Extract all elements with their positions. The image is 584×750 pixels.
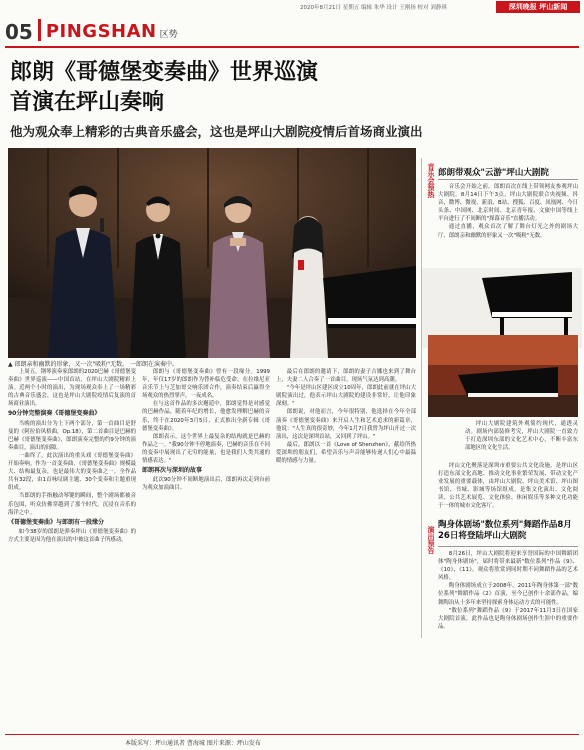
article-paragraph: 在与这首作品的多次邂逅中，郎朗觉得是对感觉的巴赫作品，随着年纪的增长，他愈发理解巴赫的音乐，终于在2020年3月5日，正式推出全新专辑《哥德堡变奏曲》。 [142,401,270,432]
article-column-2 [142,368,270,730]
sidebar1-vertical-label: 音乐会预热 [427,162,435,198]
article-paragraph: 最后，郎朗以一首《Love of Shenzhen》，献给所热爱深圳的朋友们，希望音乐与声音能够传递人们心中最温暖的情感与力量。 [276,441,416,465]
section-bar [38,19,41,41]
footer-rule [5,734,579,735]
headline-line-1: 郎朗《哥德堡变奏曲》世界巡演 [10,60,319,85]
article-paragraph: 郎朗与《哥德堡变奏曲》曾有一段缘分。1999年，年仅17岁的郎朗作为替补临危受命，在拉维尼亚音乐节上与芝加哥交响乐团合作，演奏结束后赢得全场观众的热烈掌声，一夜成名。 [142,369,270,400]
article-subheading: 郎朗再次与深圳的故事 [142,467,203,475]
article-paragraph: 郎朗说，对他而言，今年很特别，他选择在今年全部演奏《哥德堡变奏曲》来开启人生和艺术追求的新篇章，他说："人生真的很奇妙，今年1月7日我曾为坪山开过一次演出，这次是深圳首站，又回到了坪山。" [276,409,416,440]
piano-stage-illustration [428,335,578,417]
section-name: PINGSHAN [45,21,157,42]
sidebar1-paragraph: 音乐会开始之前，郎朗首次在线上带领网友参观坪山大剧院。8月14日下午3点，坪山大剧院联合央视频、抖音、微博、微视、新浪、B站、搜狐、百度、凤凰网、今日头条、中国网、北京时间、北京青年报、文旅中国等线上平台进行了不间断的"探幕音乐"直播活动。 [438,184,578,223]
headline-line-2: 首演在坪山奏响 [10,90,165,115]
sidebar1-paragraph: 坪山大剧院建筑外观简约现代，通透灵动。剧场内部装修考究，坪山大剧院一直致力于打造深圳东部的文化艺术中心，不断丰富东部地区的文化生活。 [465,421,578,452]
newspaper-logo: 深圳晚报 坪山新闻 [496,1,580,13]
section-header [5,14,178,44]
article-subheading: 90分钟完整演奏《哥德堡变奏曲》 [8,410,101,418]
sidebar2-vertical-label: 演出预告 [427,526,435,554]
sidebar2-rule [438,546,578,547]
article-paragraph: 郎朗表示，这个世界上最复杂的结构就是巴赫的作品之一。"我90分钟不停地演奏，巴赫的音乐在不同的变奏中展现出了无穷的能量，也是我们人类共通的情感表达。" [142,433,270,465]
sidebar1-body-wrap [465,420,578,460]
article-paragraph: 如今38岁的郎朗是弹奏坪山《哥德堡变奏曲》的方式主要是因为他在演出的中被这首曲子所感动。 [8,528,136,543]
concert-photo [8,148,416,358]
sidebar1-paragraph: 通过直播，观众首次了解了舞台灯光之外的剧场大厅、郎朗亲和幽默的形象又一次"吸粉"无数。 [438,224,578,239]
article-paragraph: 最后在郎朗的邀请下，郎朗的妻子吉娜也来到了舞台上，夫妻二人合奏了一首曲目，现场气氛达到高潮。 [276,369,416,384]
article-column-1 [8,368,136,730]
sidebar1-paragraph: 坪山文化聚落是深圳市重要公共文化设施，是坪山区打造东部文化高地、推动文化事业繁荣发展、带动文化产业发展的重要载体，由坪山大剧院、坪山美术馆、坪山图书馆、书城、影城等场馆组成，是集文化演出、文化阅读、公共艺术展览、文化体验、休闲娱乐等多种文化功能于一体的城市文化客厅。 [438,463,578,510]
subheadline: 他为观众奉上精彩的古典音乐盛会，这也是坪山大剧院疫情后首场商业演出 [10,124,423,139]
sidebar2-paragraph: "数位系列"舞蹈作品《9》于2017年11月3日在国家大剧院首演，此作品也是陶身体剧场创作生涯中的重要作品。 [438,607,578,630]
article-paragraph: 此次90分钟不间断地演出后，郎朗再次走到台前为观众加演曲目。 [142,477,270,492]
section-tag: 区势 [159,30,178,40]
article-paragraph: 上周五，钢琴演奏家郎朗的2020巴赫《哥德堡变奏曲》世界巡演——中国首站，在坪山大剧院精彩上演。近两个小时的演出，为现场观众奉上了一场精彩的古典音乐盛会，这也是坪山大剧院疫情后复演的首场商业演出。 [8,369,136,408]
sidebar1-body-bottom [438,462,578,510]
sidebar1-title: 郎朗带观众"云游"坪山大剧院 [438,168,549,178]
sidebar2-title: 陶身体剧场"数位系列"舞蹈作品8月26日将登陆坪山大剧院 [438,520,572,541]
sidebar2-paragraph: 陶身体剧场成立于2008年，2011年陶身体第一部"数位系列"舞蹈作品《2》首演，至今已创作十余部作品，编舞陶冶从十多年来坚持探索身体运动方式的可能性。 [438,583,578,606]
sidebar2-body [438,550,578,730]
page-footer: 本版采写：坪山通讯者 曹海城 图片来源：坪山发布 [125,740,261,747]
caption-arrow-icon: ▲ [8,361,13,368]
sidebar1-body-top [438,183,578,268]
article-paragraph: "今年是坪山区建区成立10周年，郎朗此前就在坪山大剧院演出过，他表示坪山大剧院的建设非常好，让他印象深刻。" [276,385,416,408]
article-paragraph: 一曲终了，此次演出的重头戏《哥德堡变奏曲》开始奏响。作为一首变奏曲，《哥德堡变奏曲》规模最大、结构最复杂，也是最伟大的变奏曲之一。全作品共有32段，由1首咏叹调主题、30个变奏和主题重现组成。 [8,452,136,492]
issue-meta: 2020年8月21日 星期五 编辑 朱华 设计 王刚扬 校对 刘静琪 [300,5,447,11]
headline [10,58,460,118]
concert-photo-illustration [8,148,416,358]
article-subheading: 《哥德堡变奏曲》与郎朗有一段缘分 [8,518,105,526]
article-paragraph: 当晚的演出分为上下两个部分，第一首曲目是舒曼的《阿拉伯风格曲，Op.18》，第二首曲目是巴赫的巴赫《哥德堡变奏曲》，郎朗演奏完整的约9分钟的演奏曲目，演出的间隙。 [8,420,136,451]
piano-stage-photo [428,335,578,417]
page-number: 05 [5,20,33,44]
article-paragraph: 当郎朗的手指触动琴键的瞬间，整个剧场都被音乐包围，听众仿佛穿越到了那个时代，沉浸在音乐的海洋之中。 [8,493,136,516]
sidebar1-rule [438,179,578,180]
sidebar2-paragraph: 8月26日，坪山大剧院将迎来享誉国际的中国舞蹈团体"陶身体剧场"，届时将带来最新"数位系列"作品《9》、《10》、《11》。观众将欣赏到同时期不同舞蹈作品的艺术风格。 [438,551,578,582]
article-column-3 [276,368,416,730]
photo-caption [8,359,178,368]
sidebar-divider [421,158,422,638]
header-rule [5,46,579,48]
photo-caption-text: 郎朗亲和幽默的形象，又一次"吸粉"无数。 一郎朗在演奏中。 [14,361,178,368]
